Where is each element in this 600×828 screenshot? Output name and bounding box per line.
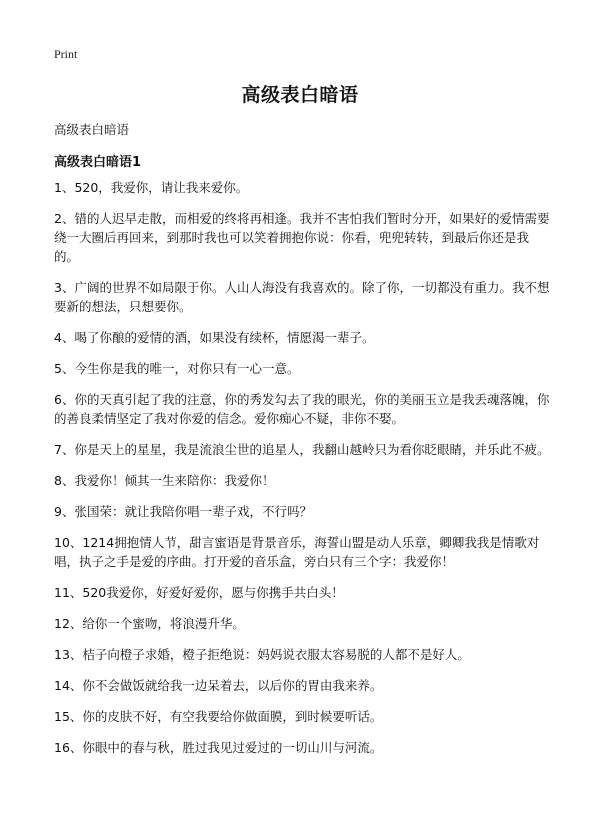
page-subtitle: 高级表白暗语: [54, 122, 130, 137]
list-item: 14、你不会做饭就给我一边呆着去，以后你的胃由我来养。: [54, 678, 383, 693]
page-title: 高级表白暗语: [241, 84, 359, 106]
list-item: 1、520，我爱你，请让我来爱你。: [54, 180, 249, 195]
list-item: 13、桔子向橙子求婚，橙子拒绝说：妈妈说衣服太容易脱的人都不是好人。: [54, 647, 470, 662]
list-item: 7、你是天上的星星，我是流浪尘世的追星人，我翻山越岭只为看你眨眼睛，并乐此不疲。: [54, 442, 550, 457]
list-item: 16、你眼中的春与秋，胜过我见过爱过的一切山川与河流。: [54, 740, 383, 755]
list-item: 8、我爱你！倾其一生来陪你：我爱你！: [54, 473, 275, 488]
list-item: 11、520我爱你，好爱好爱你，愿与你携手共白头！: [54, 585, 344, 600]
list-item: 12、给你一个蜜吻，将浪漫升华。: [54, 616, 245, 631]
list-item: 9、张国荣：就让我陪你唱一辈子戏，不行吗？: [54, 504, 312, 519]
list-item: 10、1214拥抱情人节，甜言蜜语是背景音乐，海誓山盟是动人乐章，卿卿我我是情歌对唱，执子之手是爱的序曲。打开爱的音乐盒，旁白只有三个字：我爱你！: [54, 535, 540, 569]
list-item: 6、你的天真引起了我的注意，你的秀发勾去了我的眼光，你的美丽玉立是我丢魂落魄，你的善良柔情坚定了我对你爱的信念。爱你痴心不疑，非你不娶。: [54, 392, 550, 426]
list-item: 5、今生你是我的唯一，对你只有一心一意。: [54, 361, 300, 376]
item-list: [54, 178, 550, 769]
list-item: 2、错的人迟早走散，而相爱的终将再相逢。我并不害怕我们暂时分开，如果好的爱情需要绕一大圈后再回来，到那时我也可以笑着拥抱你说：你看，兜兜转转，到最后你还是我的。: [54, 211, 550, 264]
print-label: Print: [54, 47, 78, 61]
section-heading: 高级表白暗语1: [54, 155, 142, 170]
list-item: 4、喝了你酿的爱情的酒，如果没有续杯，情愿渴一辈子。: [54, 330, 375, 345]
list-item: 3、广阔的世界不如局限于你。人山人海没有我喜欢的。除了你，一切都没有重力。我不想要新的想法，只想要你。: [54, 280, 550, 314]
list-item: 15、你的皮肤不好，有空我要给你做面膜，到时候要听话。: [54, 709, 383, 724]
